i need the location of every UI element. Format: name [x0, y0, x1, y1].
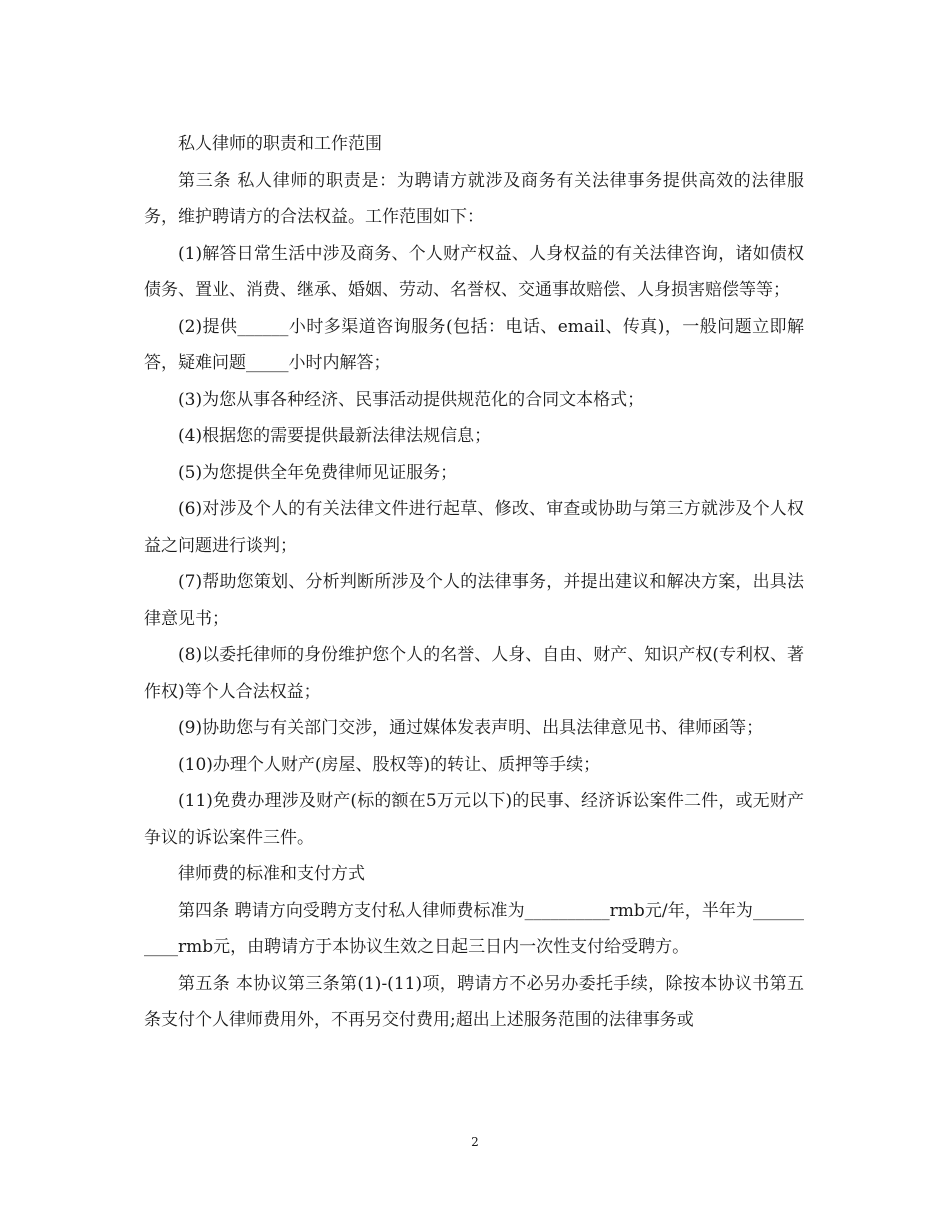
list-item: (9)协助您与有关部门交涉，通过媒体发表声明、出具法律意见书、律师函等；	[178, 718, 764, 738]
list-item: (5)为您提供全年免费律师见证服务；	[178, 462, 458, 483]
article-paragraph: 第三条 私人律师的职责是：为聘请方就涉及商务有关法律事务提供高效的法律服务，维护聘请方的合法权益。工作范围如下：	[144, 170, 804, 227]
list-item: (10)办理个人财产(房屋、股权等)的转让、质押等手续；	[178, 754, 601, 775]
list-item: (1)解答日常生活中涉及商务、个人财产权益、人身权益的有关法律咨询，诸如债权债务、置业、消费、继承、婚姻、劳动、名誉权、交通事故赔偿、人身损害赔偿等等；	[144, 243, 804, 300]
list-item: (3)为您从事各种经济、民事活动提供规范化的合同文本格式；	[178, 389, 645, 410]
section-heading: 私人律师的职责和工作范围	[178, 134, 382, 154]
list-item: (7)帮助您策划、分析判断所涉及个人的法律事务，并提出建议和解决方案，出具法律意见书；	[144, 572, 804, 629]
section-heading: 律师费的标准和支付方式	[178, 864, 365, 884]
list-item: (6)对涉及个人的有关法律文件进行起草、修改、审查或协助与第三方就涉及个人权益之问题进行谈判；	[144, 499, 804, 556]
article-paragraph: 第五条 本协议第三条第(1)-(11)项，聘请方不必另办委托手续，除按本协议书第五条支付个人律师费用外，不再另交付费用;超出上述服务范围的法律事务或	[144, 973, 804, 1030]
document-body	[144, 126, 804, 1039]
list-item: (11)免费办理涉及财产(标的额在5万元以下)的民事、经济诉讼案件二件，或无财产争议的诉讼案件三件。	[144, 791, 804, 848]
list-item: (8)以委托律师的身份维护您个人的名誉、人身、自由、财产、知识产权(专利权、著作权)等个人合法权益；	[144, 645, 804, 702]
article-paragraph: 第四条 聘请方向受聘方支付私人律师费标准为__________rmb元/年，半年为__________rmb元，由聘请方于本协议生效之日起三日内一次性支付给受聘方。	[144, 900, 804, 957]
list-item: (2)提供______小时多渠道咨询服务(包括：电话、email、传真)，一般问题立即解答，疑难问题_____小时内解答；	[144, 316, 804, 373]
page-number: 2	[471, 1135, 479, 1149]
list-item: (4)根据您的需要提供最新法律法规信息；	[178, 426, 492, 446]
